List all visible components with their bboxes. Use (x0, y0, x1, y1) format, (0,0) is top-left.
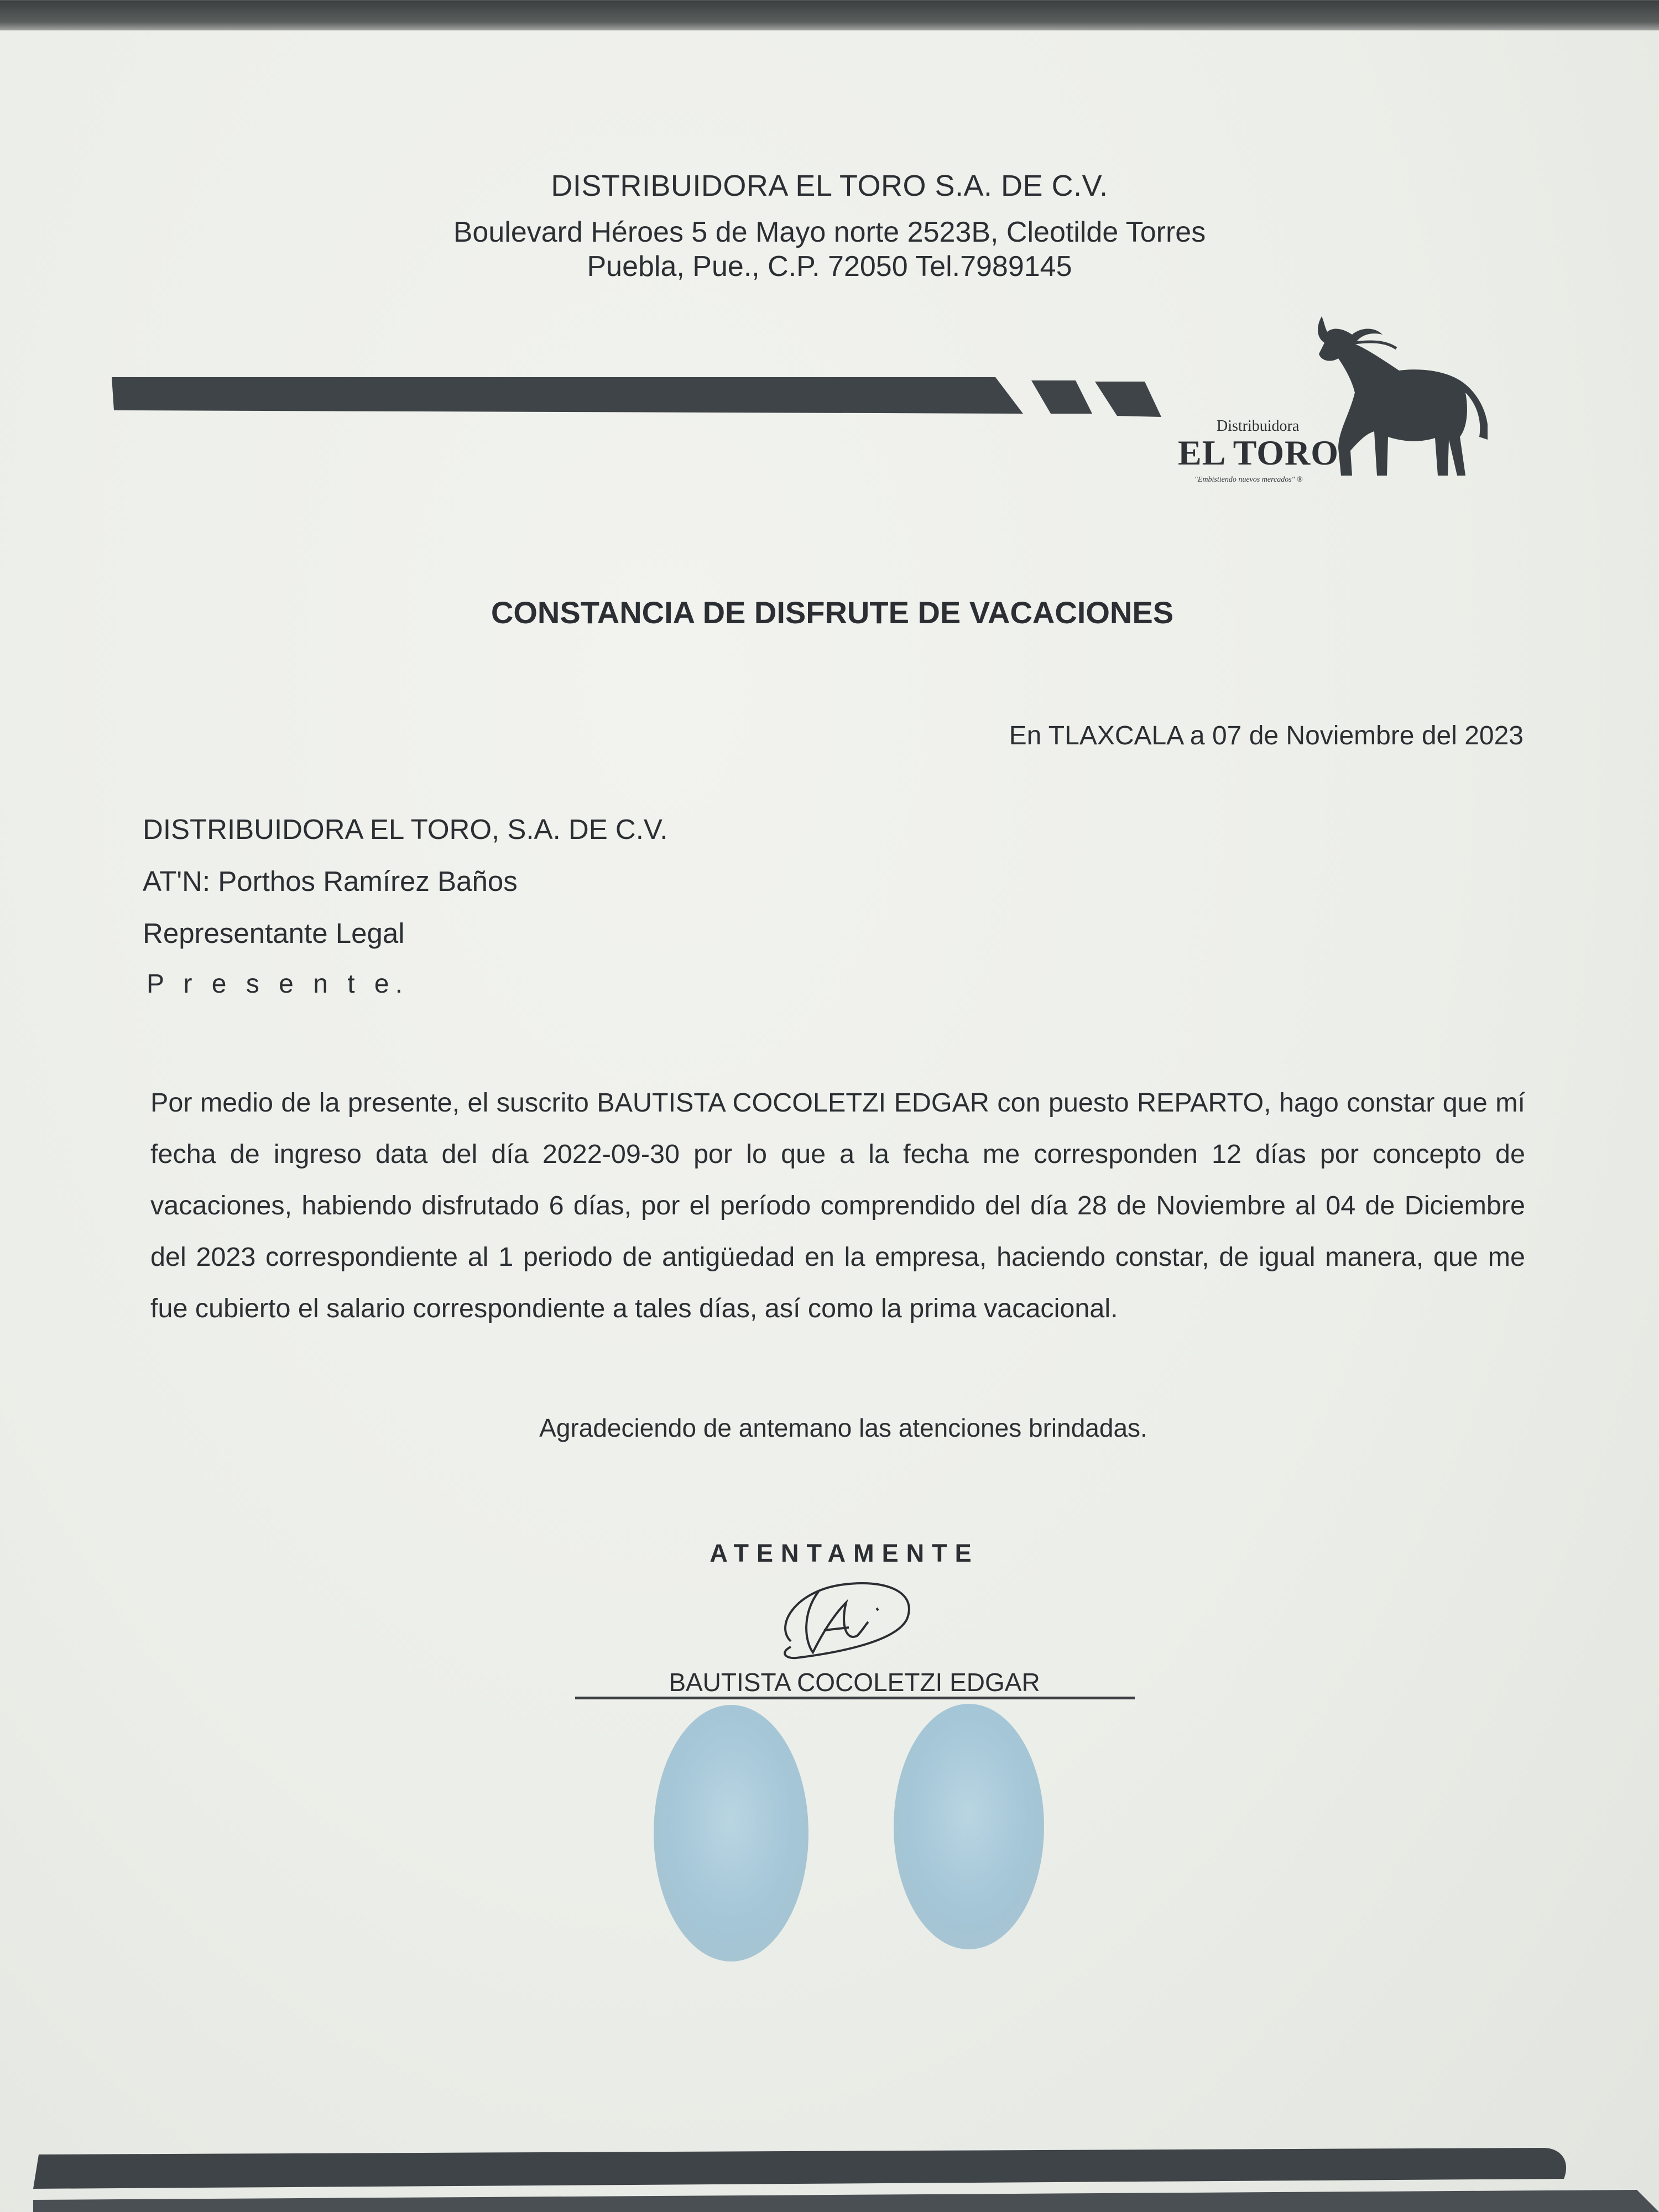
header-bar (111, 371, 1161, 420)
logo-big-text: EL TORO (1178, 433, 1339, 472)
letterhead-address: Boulevard Héroes 5 de Mayo norte 2523B, Cleotilde Torres (453, 216, 1206, 248)
addressee-presente: P r e s e n t e. (147, 969, 409, 999)
footer-bar (0, 2135, 1659, 2212)
logo-slogan: "Embistiendo nuevos mercados" ® (1194, 476, 1303, 484)
logo-small-text: Distribuidora (1217, 418, 1300, 435)
signature-line (575, 1697, 1135, 1699)
fingerprint-right (894, 1704, 1044, 1949)
addressee-company: DISTRIBUIDORA EL TORO, S.A. DE C.V. (143, 813, 668, 845)
letterhead-city: Puebla, Pue., C.P. 72050 Tel.7989145 (587, 251, 1072, 283)
fingerprints (641, 1700, 1062, 1977)
addressee-role: Representante Legal (143, 917, 405, 949)
fingerprint-left (654, 1705, 808, 1961)
closing-thanks: Agradeciendo de antemano las atenciones brindadas. (539, 1413, 1147, 1442)
body-paragraph: Por medio de la presente, el suscrito BAUTISTA COCOLETZI EDGAR con puesto REPARTO, hago constar que mí fecha de ingreso data del día 2022-09-30 por lo que a la fecha me corresponden 12 días por concepto de vacaciones, habiendo disfrutado 6 días, por el período comprendido del día 28 de Noviembre al 04 de Diciembre del 2023 correspondiente al 1 periodo de antigüedad en la empresa, haciendo constar, de igual manera, que me fue cubierto el salario correspondiente a tales días, así como la prima vacacional. (150, 1088, 1525, 1323)
place-date: En TLAXCALA a 07 de Noviembre del 2023 (1009, 721, 1524, 750)
signer-name: BAUTISTA COCOLETZI EDGAR (669, 1668, 1040, 1697)
addressee-attn: AT'N: Porthos Ramírez Baños (143, 865, 518, 897)
company-logo (1172, 310, 1493, 498)
signature-scribble (752, 1569, 924, 1666)
closing-atentamente: ATENTAMENTE (709, 1539, 979, 1567)
document-title: CONSTANCIA DE DISFRUTE DE VACACIONES (491, 595, 1174, 630)
letterhead-company: DISTRIBUIDORA EL TORO S.A. DE C.V. (551, 169, 1108, 202)
